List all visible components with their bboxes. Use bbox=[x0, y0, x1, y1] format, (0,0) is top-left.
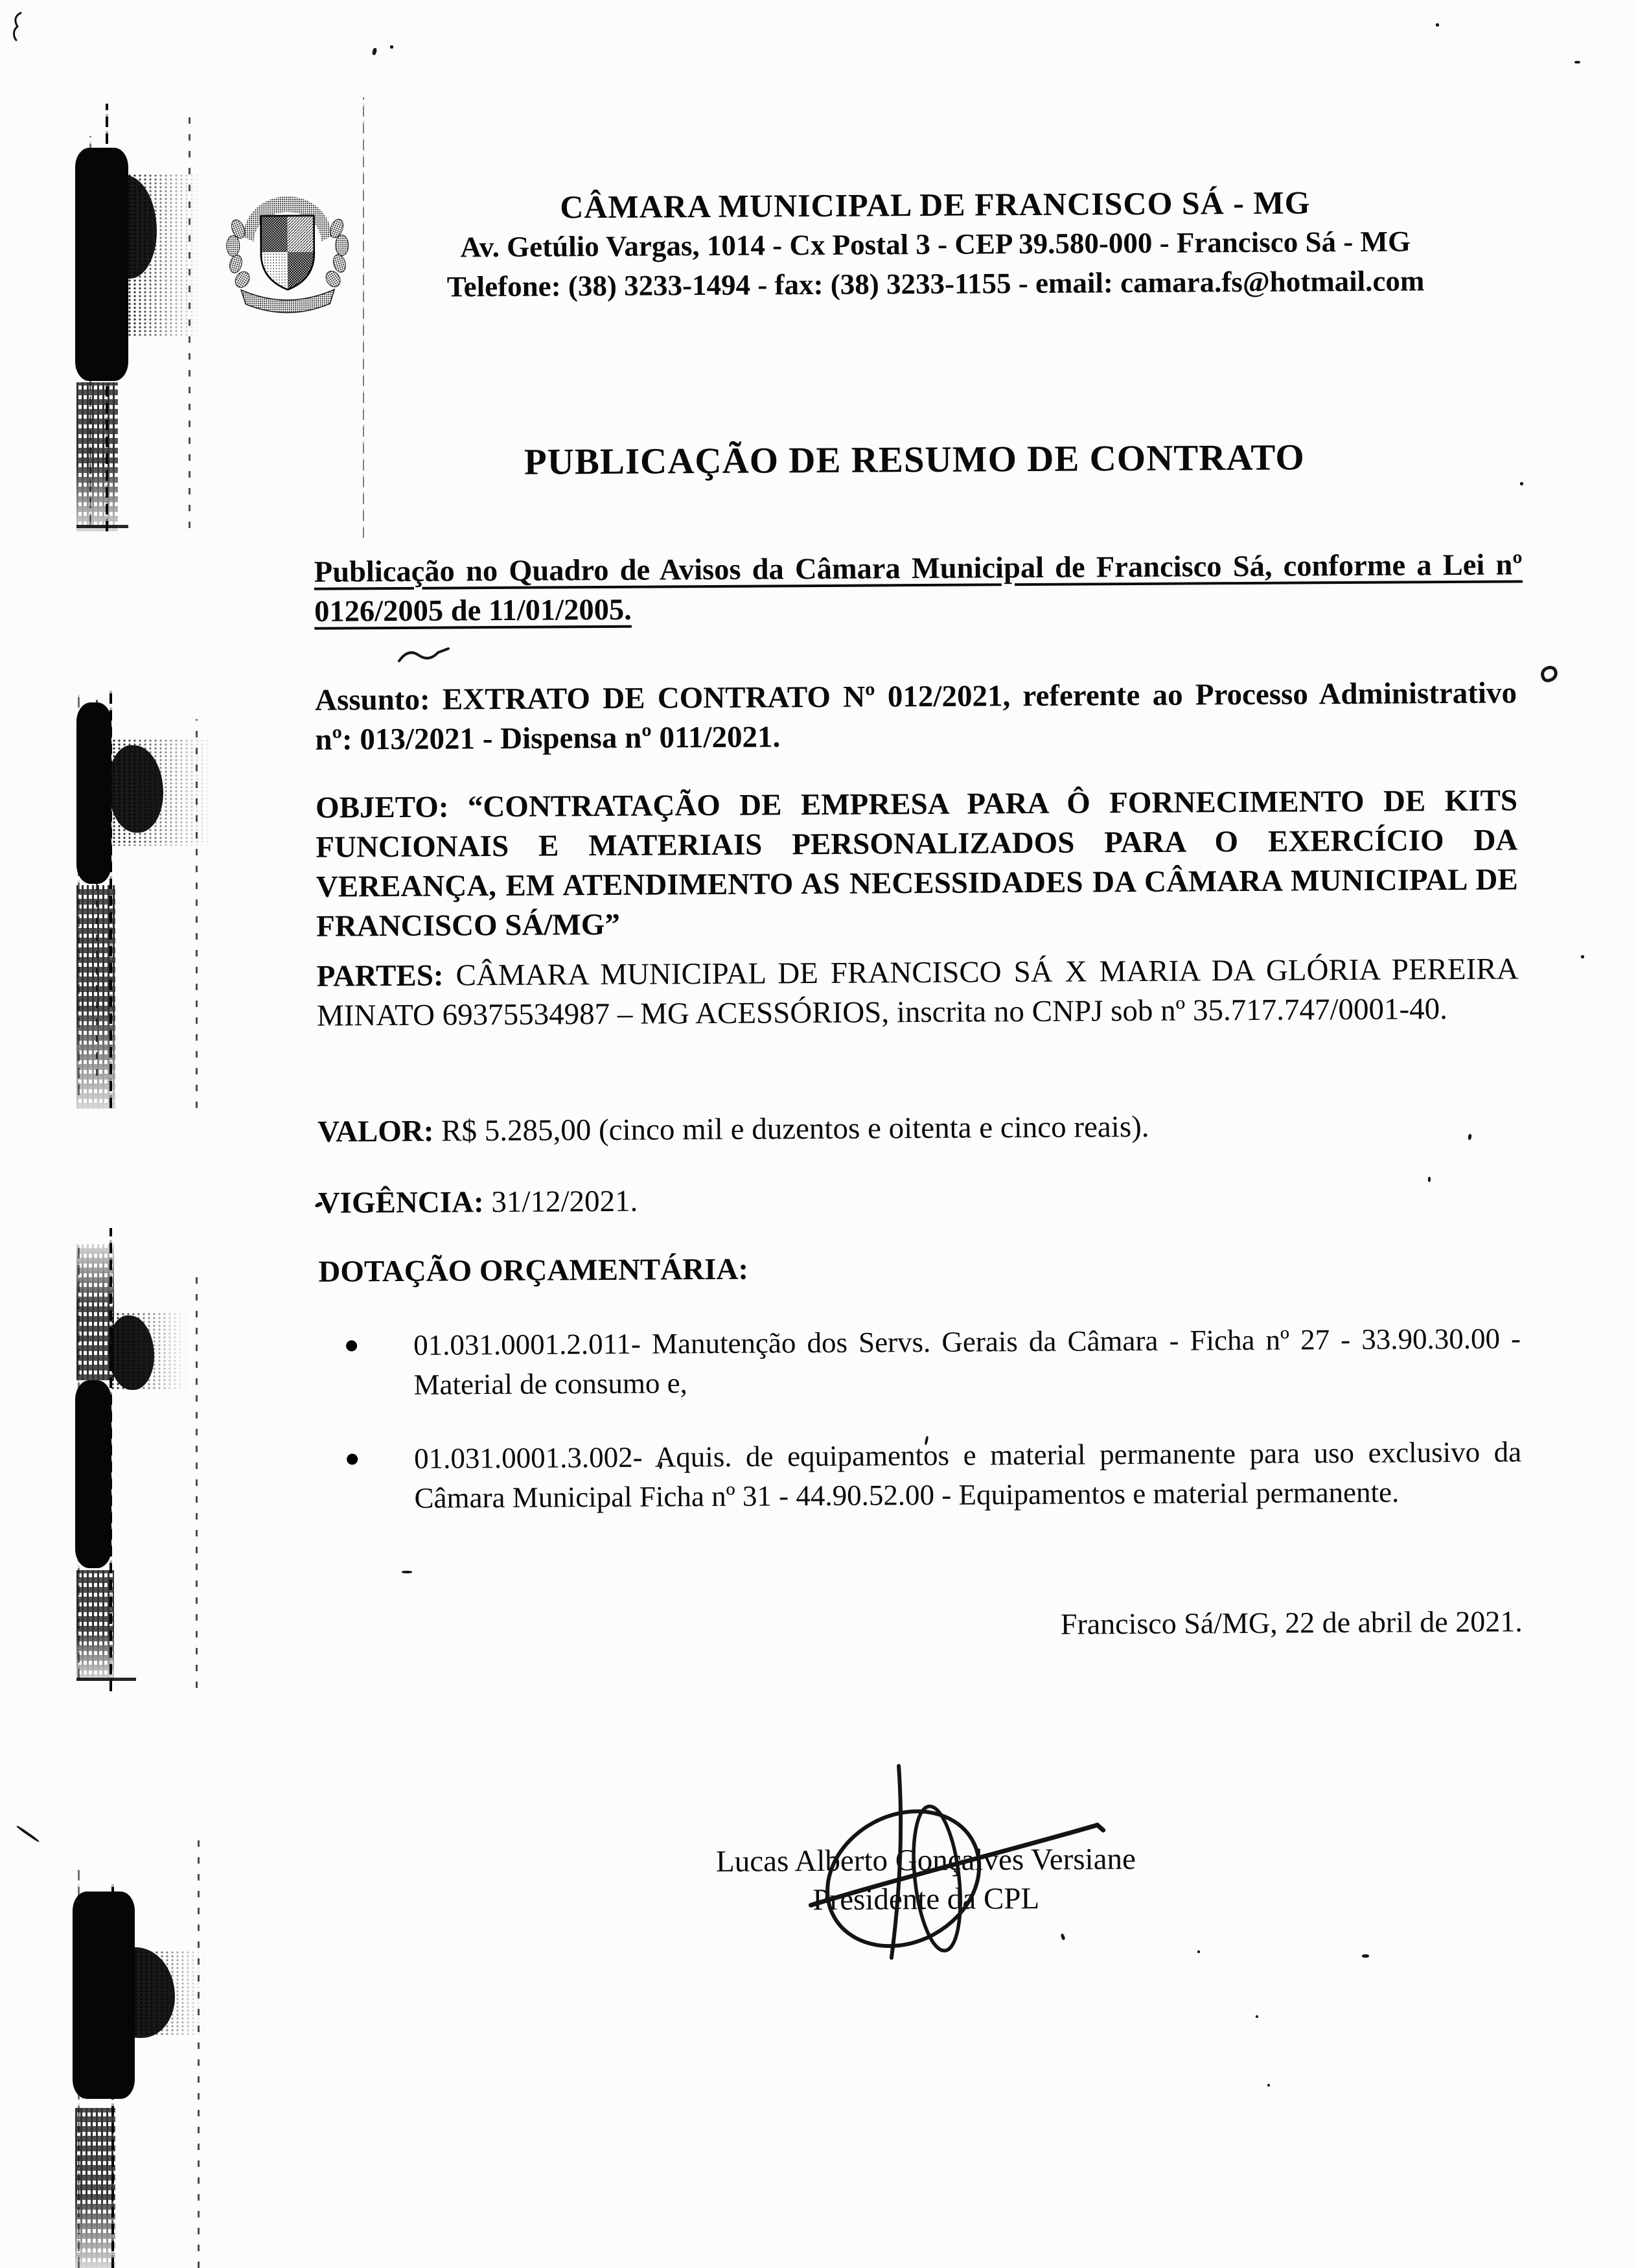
valor-paragraph bbox=[317, 1105, 1519, 1151]
letterhead bbox=[358, 181, 1512, 307]
org-address: Av. Getúlio Vargas, 1014 - Cx Postal 3 - CEP 39.580-000 - Francisco Sá - MG bbox=[460, 225, 1411, 264]
dotacao-heading: DOTAÇÃO ORÇAMENTÁRIA: bbox=[318, 1252, 749, 1289]
dotacao-item bbox=[319, 1319, 1521, 1405]
objeto-text: “CONTRATAÇÃO DE EMPRESA PARA Ô FORNECIMENTO DE KITS FUNCIONAIS E MATERIAIS PERSONALIZADOS PARA O EXERCÍCIO DA VEREANÇA, EM ATENDIMENTO AS NECESSIDADES DA CÂMARA MUNICIPAL DE FRANCISCO SÁ/MG” bbox=[316, 783, 1518, 943]
publication-notice: Publicação no Quadro de Avisos da Câmara Municipal de Francisco Sá, conforme a Lei nº 0126/2005 de 11/01/2005. bbox=[314, 548, 1523, 629]
signatory-role: Presidente da CPL bbox=[812, 1881, 1040, 1917]
assunto-text: EXTRATO DE CONTRATO Nº 012/2021, referente ao Processo Administrativo nº: 013/2021 - Dispensa nº 011/2021. bbox=[315, 676, 1517, 757]
bullet-icon bbox=[347, 1453, 358, 1464]
partes-label: PARTES: bbox=[316, 958, 444, 993]
partes-text: CÂMARA MUNICIPAL DE FRANCISCO SÁ X MARIA DA GLÓRIA PEREIRA MINATO 69375534987 – MG ACESSÓRIOS, inscrita no CNPJ sob nº 35.717.747/0001-40. bbox=[316, 952, 1519, 1033]
vigencia-paragraph bbox=[318, 1176, 1520, 1223]
partes-paragraph bbox=[316, 949, 1519, 1036]
signatory-name: Lucas Alberto Gonçalves Versiane bbox=[715, 1842, 1136, 1879]
assunto-paragraph bbox=[315, 673, 1517, 759]
valor-text: R$ 5.285,00 (cinco mil e duzentos e oitenta e cinco reais). bbox=[441, 1109, 1149, 1148]
dotacao-item-text: 01.031.0001.3.002- Aquis. de equipamentos e material permanente para uso exclusivo da Câmara Municipal Ficha nº 31 - 44.90.52.00 - Equipamentos e material permanente. bbox=[414, 1435, 1522, 1514]
org-contact: Telefone: (38) 3233-1494 - fax: (38) 3233-1155 - email: camara.fs@hotmail.com bbox=[446, 264, 1425, 303]
document-title: PUBLICAÇÃO DE RESUMO DE CONTRATO bbox=[524, 437, 1305, 483]
valor-label: VALOR: bbox=[317, 1114, 434, 1149]
dateline: Francisco Sá/MG, 22 de abril de 2021. bbox=[1060, 1604, 1523, 1641]
org-name: CÂMARA MUNICIPAL DE FRANCISCO SÁ - MG bbox=[560, 184, 1311, 226]
objeto-label: OBJETO: bbox=[315, 790, 449, 825]
bullet-icon bbox=[346, 1340, 357, 1351]
vigencia-label: VIGÊNCIA: bbox=[317, 1185, 484, 1220]
objeto-paragraph bbox=[316, 781, 1518, 946]
assunto-label: Assunto: bbox=[314, 682, 430, 717]
handwritten-signature-icon bbox=[770, 1741, 1147, 1984]
dotacao-item-text: 01.031.0001.2.011- Manutenção dos Servs. Gerais da Câmara - Ficha nº 27 - 33.90.30.00 - Material de consumo e, bbox=[413, 1322, 1521, 1401]
municipal-crest-icon bbox=[224, 181, 351, 323]
vigencia-text: 31/12/2021. bbox=[491, 1184, 638, 1220]
dotacao-item bbox=[319, 1432, 1522, 1518]
